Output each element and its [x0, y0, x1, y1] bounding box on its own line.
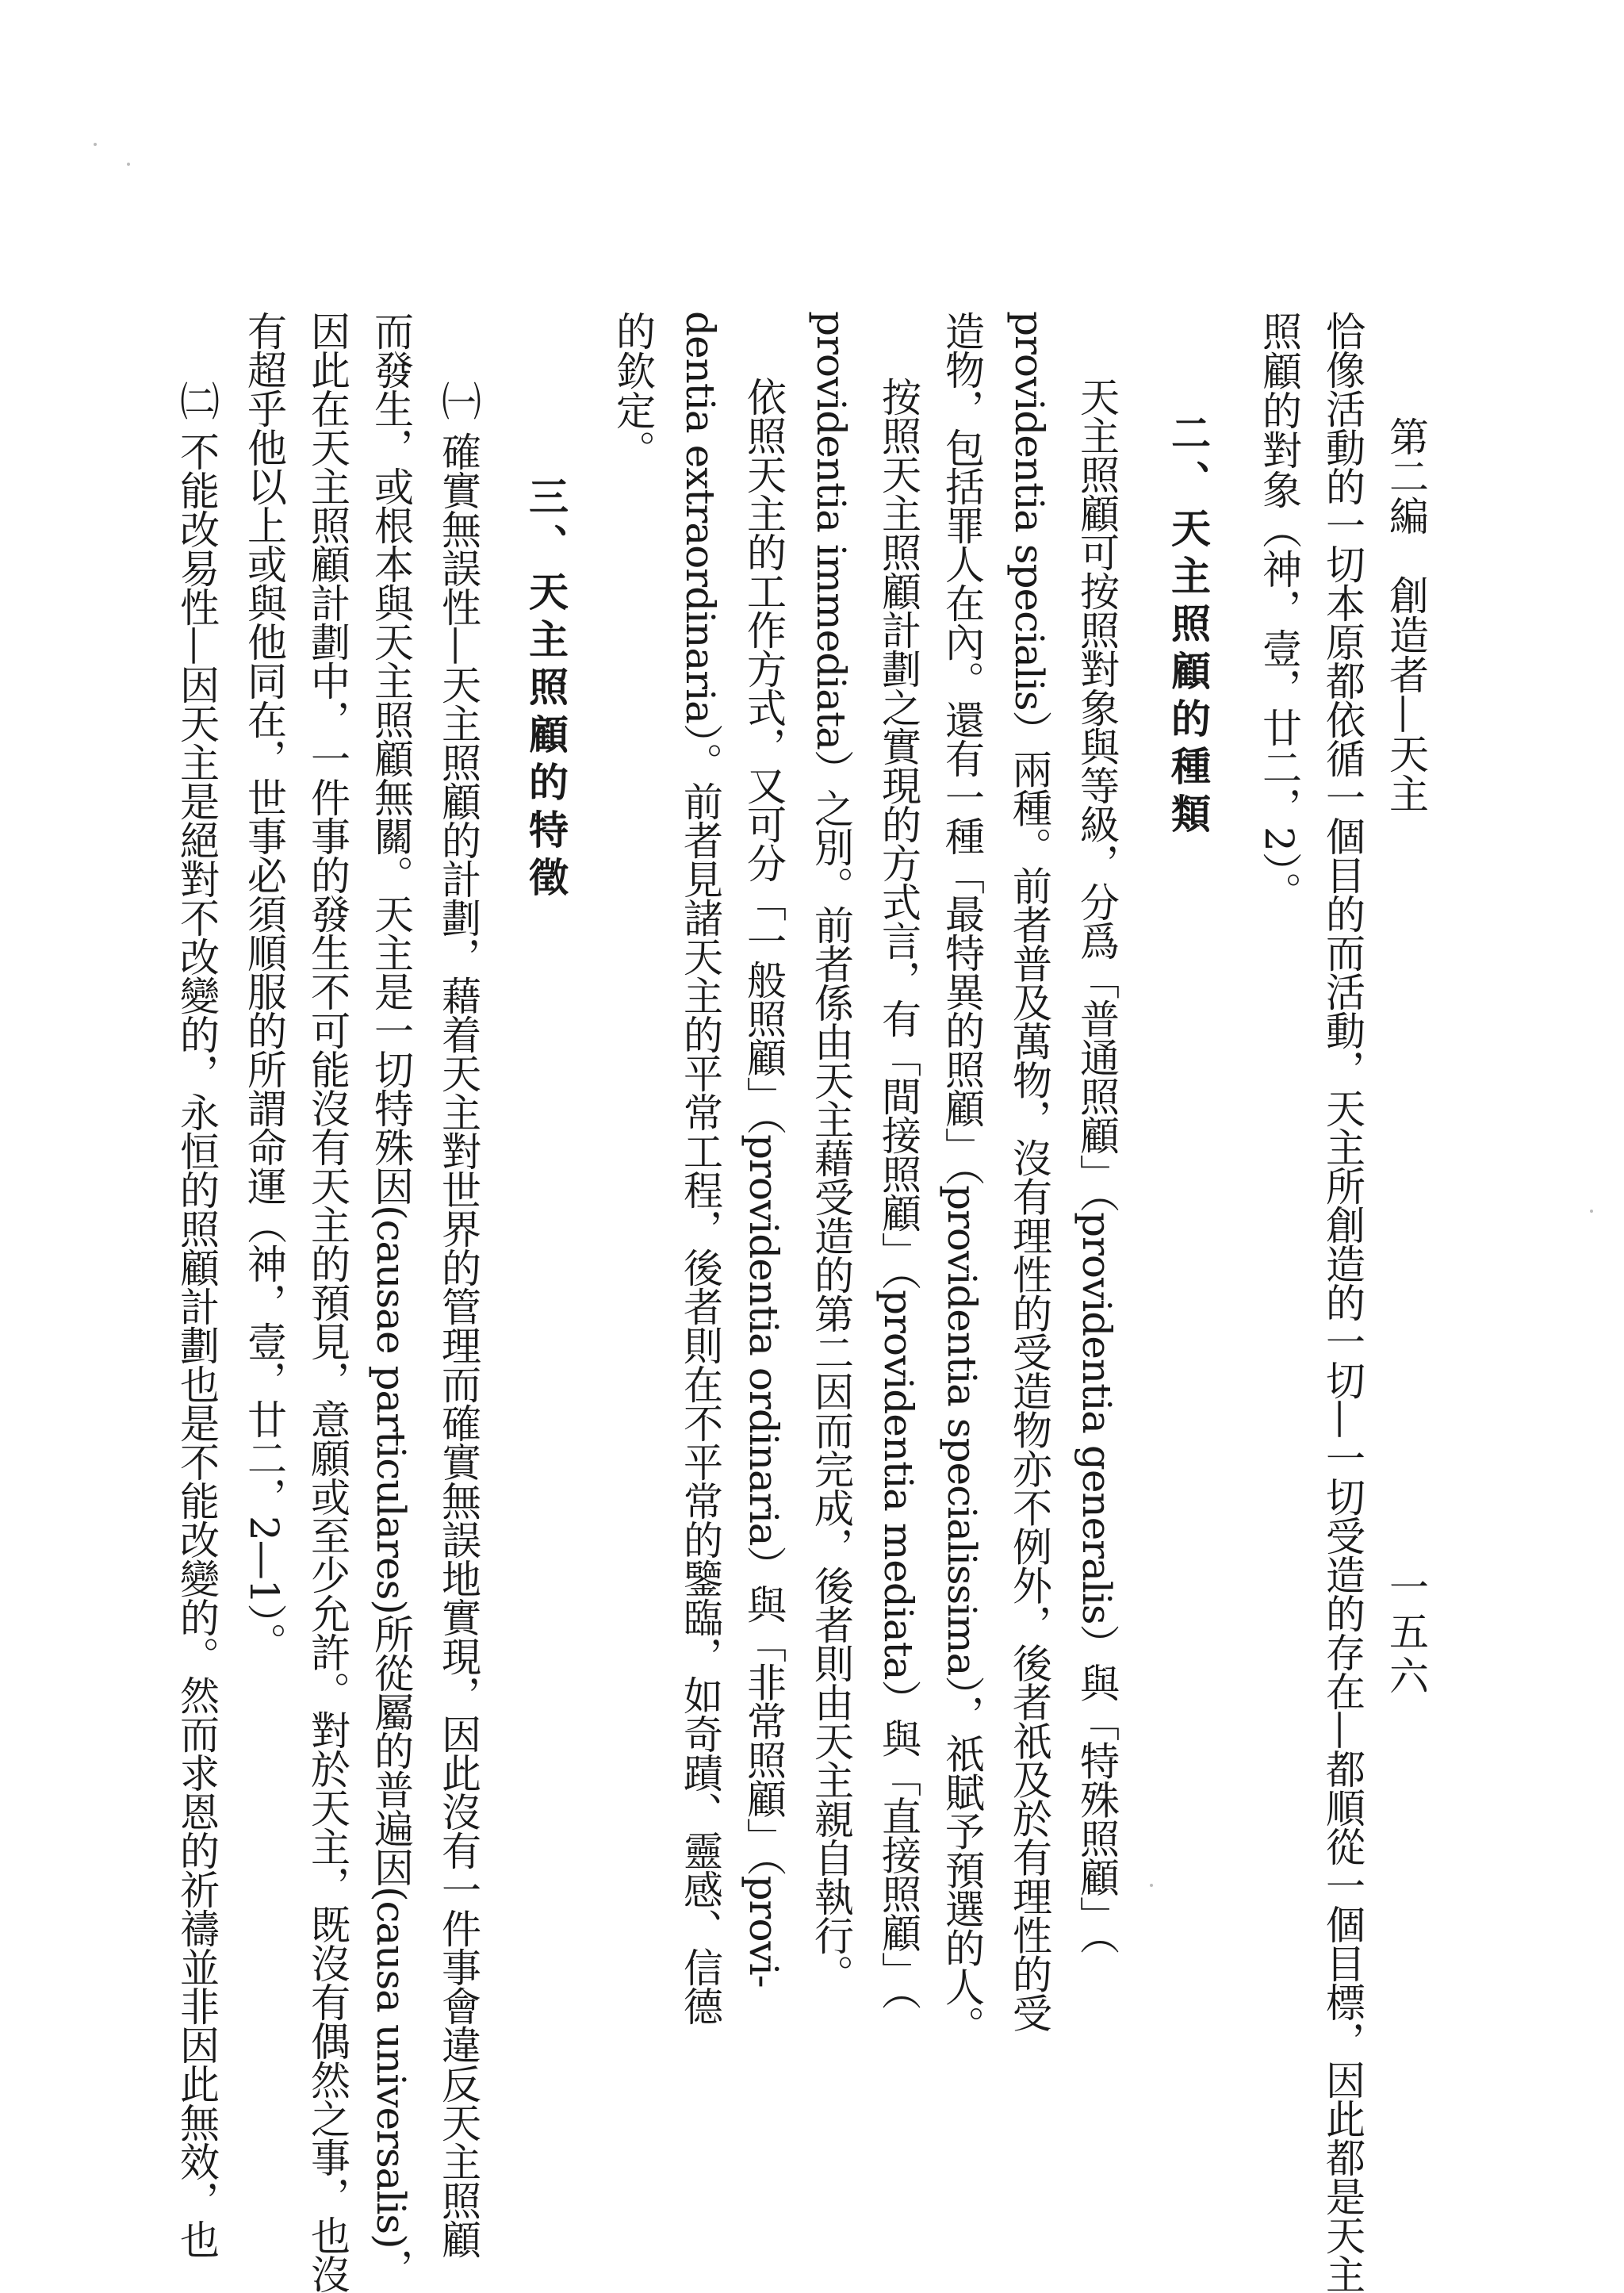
text-column: ㈠ 確實無誤性—天主照顧的計劃，藉着天主對世界的管理而確實無誤地實現，因此沒有一件事會違反天主照顧 [435, 381, 481, 2258]
text-column: 的欽定。 [610, 311, 656, 470]
scan-speck [1150, 1884, 1153, 1887]
text-column: 照顧的對象（神，壹，廿二，2）。 [1256, 311, 1302, 911]
scan-speck [94, 143, 97, 146]
text-column: 天主照顧可按照對象與等級，分爲「普通照顧」（providentia generalis）與「特殊照顧」（ [1074, 377, 1120, 1954]
text-column: providentia immediata）之別。前者係由天主藉受造的第二因而完成，後者則由天主親自執行。 [808, 311, 854, 1993]
scan-speck [1590, 1210, 1593, 1213]
text-column: providentia specialis）兩種。前者普及萬物，沒有理性的受造物亦不例外，後者祇及於有理性的受 [1006, 311, 1052, 2032]
scan-speck [127, 163, 130, 166]
text-column: 有超乎他以上或與他同在，世事必須順服的所謂命運（神，壹，廿二，2—1）。 [241, 311, 287, 1662]
text-column: 因此在天主照顧計劃中，一件事的發生不可能沒有天主的預見，意願或至少允許。對於天主，既沒有偶然之事，也沒 [304, 311, 350, 2293]
text-column: 依照天主的工作方式，又可分「一般照顧」（providentia ordinaria）與「非常照顧」（provi- [741, 377, 787, 1988]
running-title: 第二編 創造者—天主 [1383, 416, 1429, 813]
text-column: dentia extraordinaria）。前者見諸天主的平常工程，後者則在不平常的鑒臨，如奇蹟、靈感、信德 [677, 311, 723, 2025]
section-heading: 二、天主照顧的種類 [1165, 412, 1212, 841]
text-column: ㈡ 不能改易性—因天主是絕對不改變的，永恒的照顧計劃也是不能改變的。然而求恩的祈禱並非因此無效，也 [174, 381, 220, 2258]
section-heading: 三、天主照顧的特徵 [523, 476, 569, 904]
text-column: 造物，包括罪人在內。還有一種「最特異的照顧」（providentia specialissima），祇賦予預選的人。 [939, 311, 985, 2045]
text-column: 按照天主照顧計劃之實現的方式言，有「間接照顧」（providentia mediata）與「直接照顧」（ [875, 377, 921, 2010]
text-column: 恰像活動的一切本原都依循一個目的而活動，天主所創造的一切—一切受造的存在—都順從一個目標，因此都是天主 [1320, 311, 1365, 2293]
page-number: 一五六 [1383, 1566, 1429, 1700]
text-column: 而發生，或根本與天主照顧無關。天主是一切特殊因(causae particulares)所從屬的普遍因(causa universalis)， [368, 311, 414, 2287]
